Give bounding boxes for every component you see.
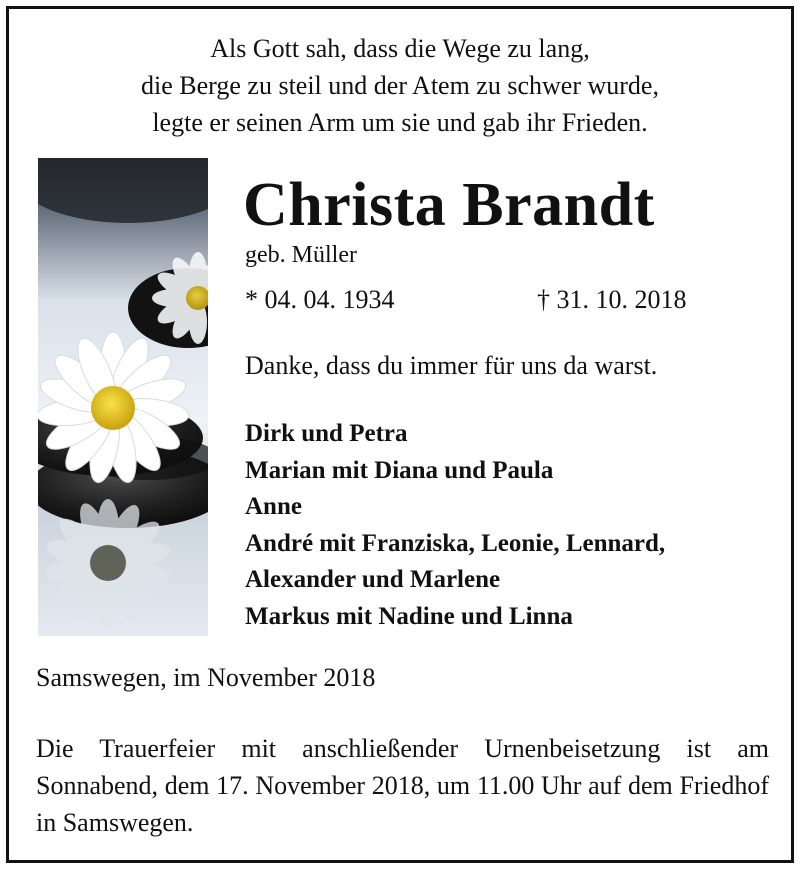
family-line: André mit Franziska, Leonie, Lennard, [245, 529, 666, 557]
poem-line: Als Gott sah, dass die Wege zu lang, [210, 34, 590, 63]
death-date: † 31. 10. 2018 [537, 285, 687, 314]
family-line: Alexander und Marlene [245, 566, 501, 593]
deceased-name: Christa Brandt [243, 171, 655, 239]
family-list [245, 416, 665, 635]
poem-line: die Berge zu steil und der Atem zu schwer wurde, [141, 71, 659, 100]
maiden-name: geb. Müller [245, 242, 357, 268]
poem-line: legte er seinen Arm um sie und gab ihr Frieden. [152, 108, 648, 137]
funeral-notice: Die Trauerfeier mit anschließender Urnenbeisetzung ist am Sonnabend, dem 17. November 2018, um 11.00 Uhr auf dem Friedhof in Samswegen. [36, 734, 769, 837]
thanks-line: Danke, dass du immer für uns da warst. [245, 351, 658, 380]
family-line: Anne [245, 493, 302, 520]
family-line: Markus mit Nadine und Linna [245, 602, 573, 630]
daisy-stones-photo [38, 158, 208, 636]
family-line: Dirk und Petra [245, 420, 408, 447]
poem [0, 30, 800, 141]
family-line: Marian mit Diana und Paula [245, 456, 554, 484]
birth-date: * 04. 04. 1934 [245, 285, 395, 314]
place-date: Samswegen, im November 2018 [36, 663, 376, 692]
